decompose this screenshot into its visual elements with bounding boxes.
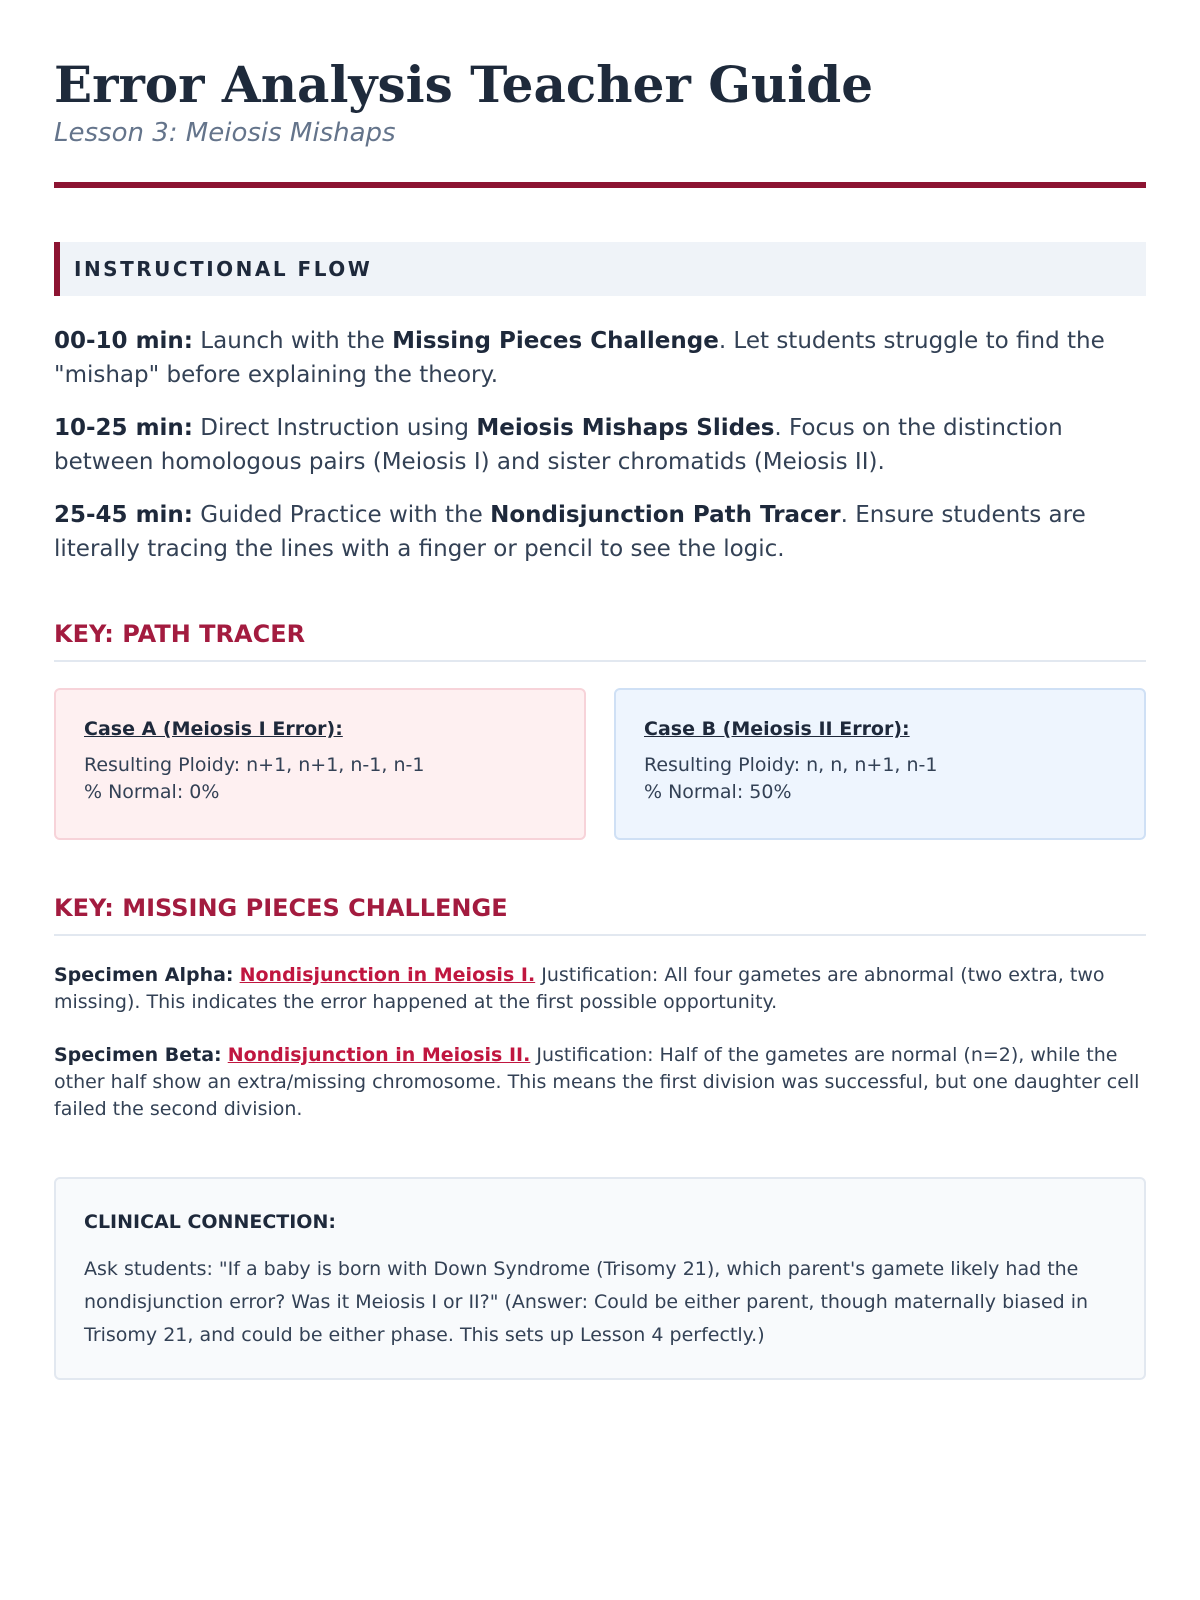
flow-item	[54, 498, 1146, 566]
path-tracer-heading: KEY: PATH TRACER	[54, 618, 1146, 662]
flow-activity: Nondisjunction Path Tracer	[490, 502, 841, 528]
flow-activity: Missing Pieces Challenge	[392, 328, 719, 354]
case-a-ploidy: Resulting Ploidy: n+1, n+1, n-1, n-1	[84, 754, 425, 776]
case-a-title: Case A (Meiosis I Error):	[84, 718, 343, 740]
document-header	[54, 0, 1146, 188]
flow-text: Direct Instruction using	[193, 415, 477, 441]
case-a-card	[54, 688, 586, 840]
flow-item	[54, 324, 1146, 392]
case-a-normal: % Normal: 0%	[84, 781, 220, 803]
lesson-subtitle: Lesson 3: Meiosis Mishaps	[54, 118, 396, 148]
instructional-flow-heading: INSTRUCTIONAL FLOW	[54, 242, 1146, 296]
flow-text: . Let students struggle to find the "mishap" before explaining the theory.	[54, 328, 1105, 388]
clinical-connection-body: Ask students: "If a baby is born with Down Syndrome (Trisomy 21), which parent's gamete likely had the nondisjunction error? Was it Meiosis I or II?" (Answer: Could be either parent, though maternally biased in Trisomy 21, and could be either phase. This sets up Lesson 4 perfectly.)	[84, 1258, 1089, 1346]
flow-text: . Ensure students are literally tracing the lines with a finger or pencil to see the logic.	[54, 502, 1086, 562]
specimen-alpha	[54, 962, 1146, 1016]
path-tracer-cases	[54, 688, 1146, 840]
flow-text: Launch with the	[193, 328, 393, 354]
specimen-label: Specimen Alpha:	[54, 964, 234, 986]
missing-pieces-heading: KEY: MISSING PIECES CHALLENGE	[54, 892, 1146, 936]
page-title: Error Analysis Teacher Guide	[54, 55, 874, 114]
specimen-answer: Nondisjunction in Meiosis I.	[239, 964, 536, 986]
specimen-justification: Justification: All four gametes are abnormal (two extra, two missing). This indicates the error happened at the first possible opportunity.	[54, 964, 1105, 1013]
specimen-answer: Nondisjunction in Meiosis II.	[227, 1044, 531, 1066]
specimen-label: Specimen Beta:	[54, 1044, 222, 1066]
flow-time: 25-45 min:	[54, 502, 193, 528]
flow-time: 00-10 min:	[54, 328, 193, 354]
case-b-title: Case B (Meiosis II Error):	[644, 718, 910, 740]
instructional-flow-section	[54, 242, 1146, 566]
flow-time: 10-25 min:	[54, 415, 193, 441]
flow-text: Guided Practice with the	[193, 502, 491, 528]
case-b-ploidy: Resulting Ploidy: n, n, n+1, n-1	[644, 754, 938, 776]
flow-activity: Meiosis Mishaps Slides	[476, 415, 775, 441]
case-b-normal: % Normal: 50%	[644, 781, 792, 803]
specimen-justification: Justification: Half of the gametes are normal (n=2), while the other half show an extra/missing chromosome. This means the first division was successful, but one daughter cell failed the second division.	[54, 1044, 1140, 1120]
flow-text: . Focus on the distinction between homologous pairs (Meiosis I) and sister chromatids (Meiosis II).	[54, 415, 1063, 475]
clinical-connection-box	[54, 1177, 1146, 1380]
case-b-card	[614, 688, 1146, 840]
clinical-connection-title: CLINICAL CONNECTION:	[84, 1211, 336, 1233]
flow-item	[54, 411, 1146, 479]
specimen-beta	[54, 1042, 1146, 1123]
